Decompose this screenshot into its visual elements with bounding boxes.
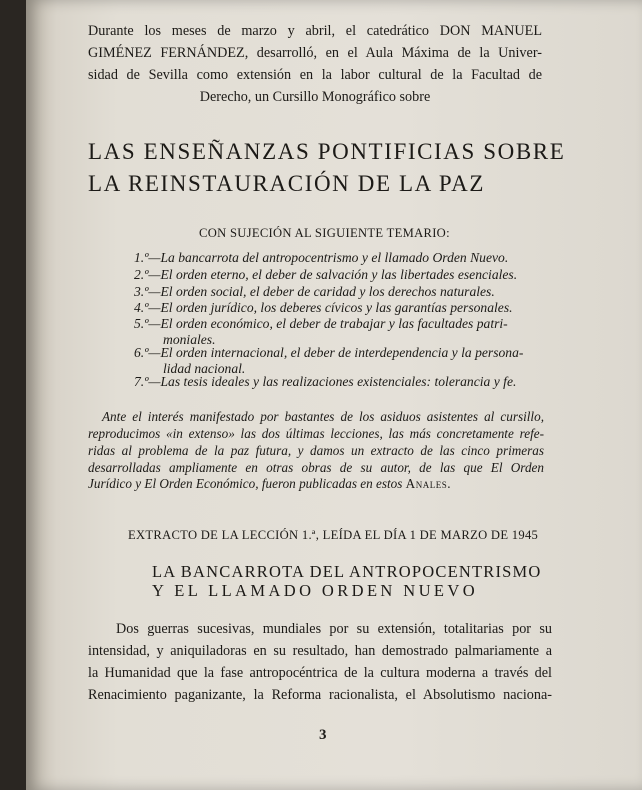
intro-line-3: sidad de Sevilla como extensión en la labor cultural de la Facultad de (88, 67, 542, 83)
lesson-title-line-1: LA BANCARROTA DEL ANTROPOCENTRISMO (152, 562, 542, 581)
anales-word: Anales. (405, 476, 451, 491)
body-line-4: Renacimiento paganizante, la Reforma racionalista, el Absolutismo naciona- (88, 687, 552, 703)
intro-line-2: GIMÉNEZ FERNÁNDEZ, desarrolló, en el Aula Máxima de la Univer- (88, 45, 542, 61)
body-line-1: Dos guerras sucesivas, mundiales por su extensión, totalitarias por su (116, 621, 552, 637)
lesson-title-line-2: Y EL LLAMADO ORDEN NUEVO (152, 581, 479, 600)
page-title-line-1: LAS ENSEÑANZAS PONTIFICIAS SOBRE (88, 139, 566, 164)
syllabus-item-5: 5.º—El orden económico, el deber de trabajar y las facultades patri- (134, 316, 508, 331)
intro-line-4: Derecho, un Cursillo Monográfico sobre (199, 89, 431, 105)
paragraph-line-3: ridas al problema de la paz futura, y damos un extracto de las cinco primeras (88, 443, 544, 458)
paragraph-line-4: desarrolladas ampliamente en otras obras de su autor, de las que El Orden (88, 460, 544, 475)
syllabus-item-5-cont: moniales. (163, 332, 216, 347)
syllabus-item-7: 7.º—Las tesis ideales y las realizaciones existenciales: tolerancia y fe. (134, 374, 517, 389)
book-page (26, 0, 642, 790)
syllabus-item-4: 4.º—El orden jurídico, los deberes cívicos y las garantías personales. (134, 300, 513, 315)
syllabus-item-2: 2.º—El orden eterno, el deber de salvación y las libertades esenciales. (134, 267, 518, 282)
paragraph-line-5 (88, 476, 451, 492)
paragraph-line-2: reproducimos «in extenso» las dos últimas lecciones, las más concretamente refe- (88, 426, 544, 441)
syllabus-item-1: 1.º—La bancarrota del antropocentrismo y el llamado Orden Nuevo. (134, 250, 509, 265)
syllabus-item-6-cont: lidad nacional. (163, 361, 246, 376)
extract-heading: EXTRACTO DE LA LECCIÓN 1.ª, LEÍDA EL DÍA 1 DE MARZO DE 1945 (128, 528, 539, 542)
syllabus-item-6: 6.º—El orden internacional, el deber de interdependencia y la persona- (134, 345, 524, 360)
page-number: 3 (319, 727, 327, 743)
page-title-line-2: LA REINSTAURACIÓN DE LA PAZ (88, 171, 486, 196)
paragraph-line-5-text: Jurídico y El Orden Económico, fueron publicadas en estos (88, 476, 403, 491)
intro-line-1: Durante los meses de marzo y abril, el catedrático DON MANUEL (88, 23, 542, 39)
syllabus-heading: CON SUJECIÓN AL SIGUIENTE TEMARIO: (199, 226, 450, 240)
paragraph-line-1: Ante el interés manifestado por bastantes de los asiduos asistentes al cursillo, (102, 409, 544, 424)
body-line-2: intensidad, y aniquiladoras en su resultado, han demostrado palmariamente a (88, 643, 552, 659)
syllabus-item-3: 3.º—El orden social, el deber de caridad y los derechos naturales. (134, 284, 495, 299)
body-line-3: la Humanidad que la fase antropocéntrica de la cultura moderna a través del (88, 665, 552, 681)
